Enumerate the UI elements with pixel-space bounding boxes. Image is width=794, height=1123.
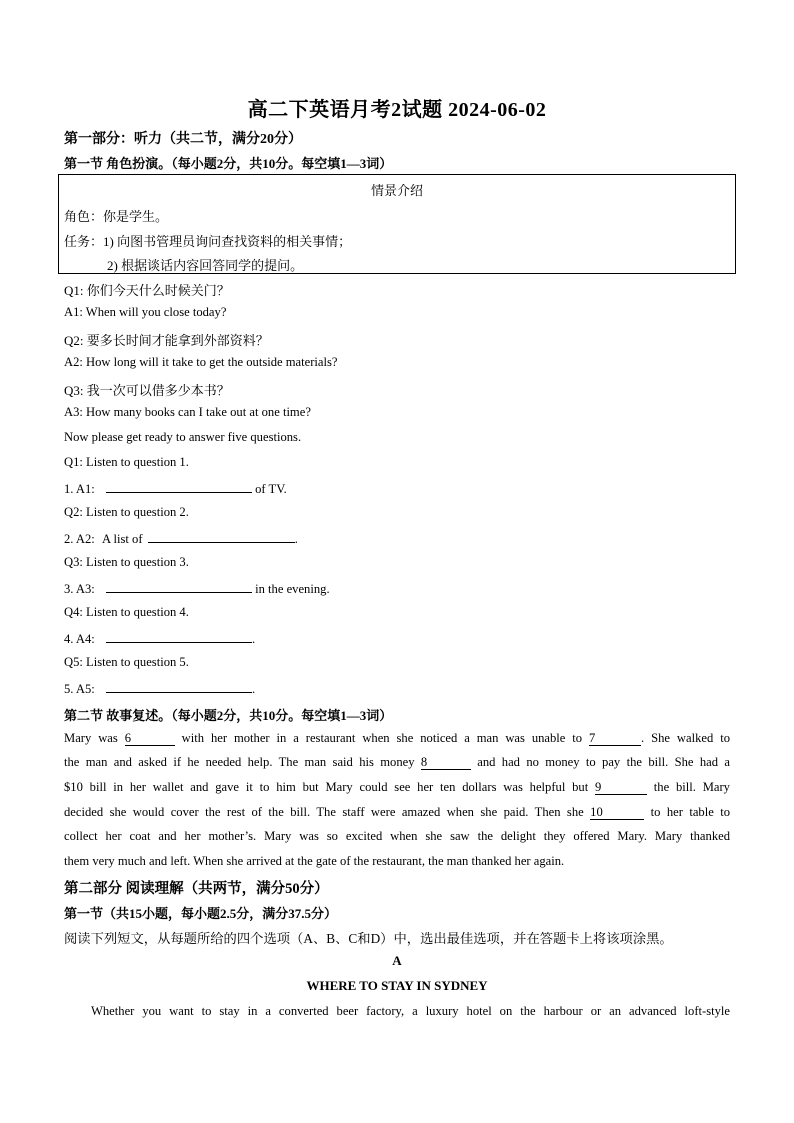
story-line: the man and asked if he needed help. The man said his money 8 and had no money to pay the bill. She had a (64, 755, 730, 769)
scenario-task-2: 2) 根据谈话内容回答同学的提问。 (107, 258, 304, 273)
story-blank-9[interactable]: 9 (595, 780, 647, 795)
story-blank-6[interactable]: 6 (125, 731, 175, 746)
scenario-task-1: 任务：1) 向图书管理员询问查找资料的相关事情； (64, 234, 352, 249)
answer-line-1: 1. A1: of TV. (64, 482, 287, 496)
scenario-box (58, 174, 736, 274)
part2-section1-heading: 第一节（共15小题，每小题2.5分，满分37.5分） (64, 906, 338, 921)
qa-line: A1: When will you close today? (64, 305, 227, 319)
answer-blank-5[interactable] (106, 680, 252, 693)
answer-blank-3[interactable] (106, 580, 252, 593)
qa-line: Now please get ready to answer five questions. (64, 430, 302, 444)
story-blank-8[interactable]: 8 (421, 755, 471, 770)
answer-blank-4[interactable] (106, 630, 252, 643)
answer-line-5: 5. A5: . (64, 682, 256, 696)
question-prompt: Q2: Listen to question 2. (64, 505, 189, 519)
question-prompt: Q1: Listen to question 1. (64, 455, 189, 469)
answer-blank-1[interactable] (106, 480, 252, 493)
answer-line-3: 3. A3: in the evening. (64, 582, 330, 596)
story-line: them very much and left. When she arrived at the gate of the restaurant, the man thanked her again. (64, 854, 565, 868)
story-blank-7[interactable]: 7 (589, 731, 641, 746)
passage-first-line: Whether you want to stay in a converted beer factory, a luxury hotel on the harbour or an advanced loft-style (91, 1004, 730, 1018)
qa-line: Q1: 你们今天什么时候关门？ (64, 283, 230, 298)
page-title: 高二下英语月考2试题 2024-06-02 (247, 99, 547, 121)
scenario-role: 角色：你是学生。 (64, 209, 169, 224)
section1-heading: 第一节 角色扮演。（每小题2分，共10分。每空填1—3词） (64, 156, 393, 171)
scenario-title: 情景介绍 (370, 183, 423, 198)
story-line: collect her coat and her mother’s. Mary was so excited when she saw the delight they offered Mary. Mary thanked (64, 829, 730, 843)
question-prompt: Q5: Listen to question 5. (64, 655, 189, 669)
qa-line: A2: How long will it take to get the outside materials? (64, 355, 338, 369)
passage-letter: A (392, 953, 402, 968)
answer-line-4: 4. A4: . (64, 632, 256, 646)
question-prompt: Q3: Listen to question 3. (64, 555, 189, 569)
section2-heading: 第二节 故事复述。（每小题2分，共10分。每空填1—3词） (64, 708, 393, 723)
passage-title: WHERE TO STAY IN SYDNEY (306, 978, 488, 993)
story-blank-10[interactable]: 10 (590, 805, 644, 820)
story-line: Mary was 6 with her mother in a restaurant when she noticed a man was unable to 7 . She walked to (64, 731, 730, 745)
part2-heading: 第二部分 阅读理解（共两节，满分50分） (64, 881, 329, 897)
answer-line-2: 2. A2: A list of . (64, 532, 298, 546)
qa-line: Q2: 要多长时间才能拿到外部资料？ (64, 333, 269, 348)
part1-heading: 第一部分：听力（共二节，满分20分） (64, 132, 302, 147)
qa-line: A3: How many books can I take out at one time? (64, 405, 311, 419)
question-prompt: Q4: Listen to question 4. (64, 605, 189, 619)
qa-line: Q3: 我一次可以借多少本书？ (64, 383, 230, 398)
story-line: decided she would cover the rest of the bill. The staff were amazed when she paid. Then she 10 to her table to (64, 805, 731, 819)
reading-instruction: 阅读下列短文，从每题所给的四个选项（A、B、C和D）中，选出最佳选项，并在答题卡上将该项涂黑。 (64, 931, 673, 946)
answer-blank-2[interactable] (148, 530, 295, 543)
story-line: $10 bill in her wallet and gave it to him but Mary could see her ten dollars was helpful but 9 the bill. Mary (64, 780, 730, 794)
